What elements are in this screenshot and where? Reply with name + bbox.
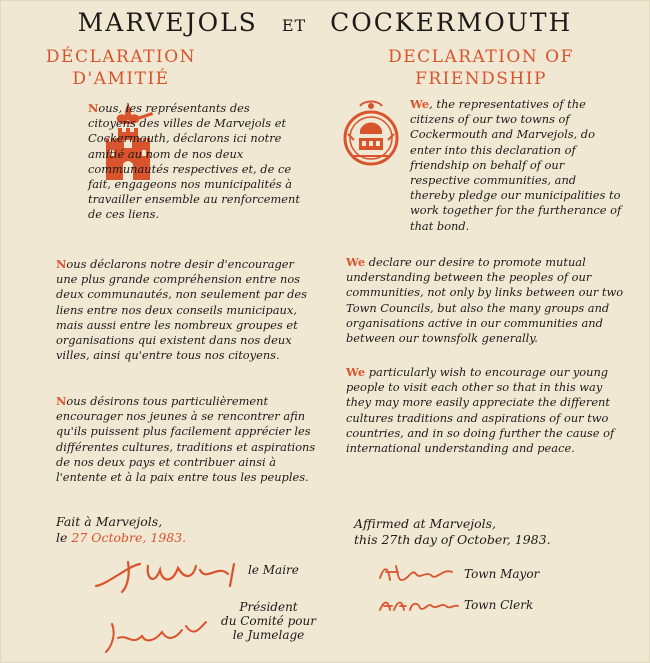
- president-role-label: [221, 600, 316, 642]
- french-p3-drop-cap: N: [56, 394, 67, 408]
- french-paragraph-2: [56, 257, 318, 363]
- french-paragraph-1: [88, 101, 300, 223]
- mayor-role-label: Town Mayor: [464, 567, 540, 581]
- clerk-signature: [376, 592, 460, 616]
- cockermouth-seal-icon: [342, 98, 400, 172]
- french-closing-line1: Fait à Marvejols,: [56, 514, 163, 529]
- document-title: [0, 8, 650, 37]
- english-closing-line1: Affirmed at Marvejols,: [354, 516, 497, 531]
- english-closing: [354, 516, 644, 548]
- english-p3-text: particularly wish to encourage our young people to visit each other so that in this way they may more easily appreciate the different cultures traditions and aspirations of our two countries, and in so doing further the cause of international understanding and peace.: [346, 365, 615, 456]
- clerk-role-label: Town Clerk: [464, 598, 534, 612]
- english-heading-line2: FRIENDSHIP: [415, 69, 547, 89]
- french-heading-line1: DÉCLARATION: [45, 47, 197, 67]
- english-heading: [336, 46, 626, 90]
- english-closing-line2: this 27th day of October, 1983.: [354, 532, 551, 547]
- french-closing-line2-pre: le: [56, 530, 72, 545]
- french-closing: [56, 514, 296, 546]
- title-et: ET: [281, 16, 307, 35]
- english-p1-drop-cap: We: [410, 97, 430, 111]
- french-heading: [0, 46, 266, 90]
- maire-role-label: le Maire: [248, 563, 299, 577]
- title-cockermouth: COCKERMOUTH: [330, 8, 573, 37]
- english-paragraph-3: [346, 365, 628, 456]
- english-paragraph-2: [346, 255, 628, 346]
- french-p3-text: ous désirons tous particulièrement encourager nos jeunes à se rencontrer afin qu'ils puissent plus facilement apprécier les différentes cultures, traditions et aspirations de nos deux pays et contribuer ainsi à l'entente et à la paix entre tous les peuples.: [56, 394, 316, 485]
- french-closing-date: 27 Octobre, 1983.: [71, 530, 187, 545]
- mayor-signature: [376, 560, 458, 586]
- french-p2-drop-cap: N: [56, 257, 67, 271]
- english-p1-text: , the representatives of the citizens of our two towns of Cockermouth and Marvejols, do enter into this declaration of friendship on behalf of our respective communities, and thereby pledge our municipalities to work together for the furtherance of that bond.: [410, 97, 622, 233]
- english-p2-text: declare our desire to promote mutual understanding between the peoples of our communities, not only by links between our two Town Councils, but also the many groups and organisations active in our communities and between our townsfolk generally.: [346, 255, 624, 346]
- english-p3-drop-cap: We: [346, 365, 366, 379]
- president-role-line1: Président: [239, 600, 298, 614]
- president-signature: [102, 612, 212, 656]
- president-role-line2: du Comité pour: [221, 614, 316, 628]
- president-role-line3: le Jumelage: [232, 628, 305, 642]
- maire-signature: [88, 556, 248, 596]
- english-heading-line1: DECLARATION OF: [388, 47, 574, 67]
- french-paragraph-3: [56, 394, 318, 485]
- french-p2-text: ous déclarons notre desir d'encourager une plus grande compréhension entre nos deux communautés, non seulement par des liens entre nos deux conseils municipaux, mais aussi entre les nombreux groupes et organisations qui existent dans nos deux villes, ainsi qu'entre tous nos citoyens.: [56, 257, 308, 363]
- english-p2-drop-cap: We: [346, 255, 366, 269]
- french-p1-text: ous, les représentants des citoyens des villes de Marvejols et Cockermouth, déclarons ici notre amitié au nom de nos deux communautés respectives et, de ce fait, engageons nos municipalités à travailler ensemble au renforcement de ces liens.: [88, 101, 300, 222]
- french-p1-drop-cap: N: [88, 101, 99, 115]
- english-paragraph-1: [410, 97, 622, 234]
- french-heading-line2: D'AMITIÉ: [72, 69, 170, 89]
- title-marvejols: MARVEJOLS: [77, 8, 258, 37]
